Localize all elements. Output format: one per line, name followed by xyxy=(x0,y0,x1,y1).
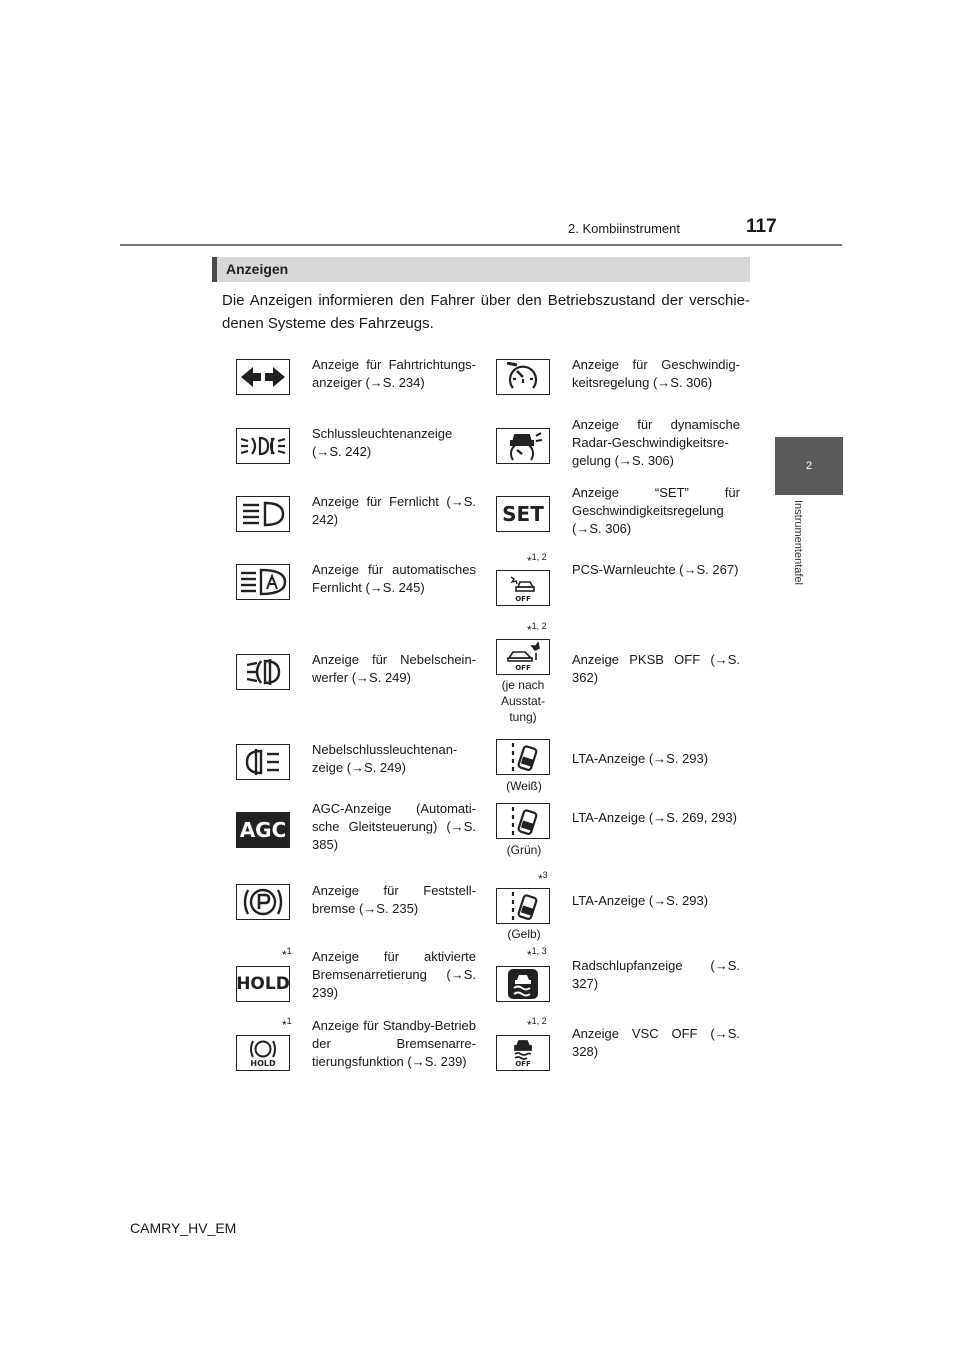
slip-indicator-icon xyxy=(496,966,550,1002)
rear-fog-icon xyxy=(236,744,290,780)
pcs-warning-desc: PCS-Warnleuchte (→S. 267) xyxy=(572,562,739,577)
lta-yellow-desc: LTA-Anzeige (→S. 293) xyxy=(572,893,709,908)
parking-brake-icon xyxy=(236,884,290,920)
slip-footnote-star: *$^{1, 3}$ xyxy=(527,946,547,962)
chapter-title: 2. Kombiinstrument xyxy=(568,221,680,236)
chapter-side-label: Instrumententafel xyxy=(792,500,804,585)
lta-green-icon xyxy=(496,803,550,839)
front-fog-icon xyxy=(236,654,290,690)
lta-white-caption: (Weiß) xyxy=(506,779,542,793)
pksb-footnote-star: *$^{1, 2}$ xyxy=(527,621,547,637)
turn-signal-icon xyxy=(236,359,290,395)
pcs-warning-icon: OFF xyxy=(496,570,550,606)
section-title: Anzeigen xyxy=(226,261,289,277)
chapter-tab: 2 xyxy=(775,437,843,495)
lta-yellow-icon xyxy=(496,888,550,924)
agc-desc: AGC-Anzeige (Automati-sche Gleitsteuerung) (→S. 385) xyxy=(312,801,476,852)
set-desc: Anzeige “SET” für Geschwindigkeitsregelung (→S. 306) xyxy=(572,485,740,536)
auto-high-beam-icon xyxy=(236,564,290,600)
header-divider xyxy=(120,244,842,246)
hold-standby-icon: HOLD xyxy=(236,1035,290,1071)
agc-icon: AGC xyxy=(236,812,290,848)
lta-yellow-footnote-star: *$^3$ xyxy=(538,870,548,886)
document-code: CAMRY_HV_EM xyxy=(130,1220,237,1236)
slip-indicator-desc: Radschlupfanzeige (→S. 327) xyxy=(572,958,740,991)
hold-standby-desc: Anzeige für Standby-Betrieb der Bremsenarre-tierungsfunktion (→S. 239) xyxy=(312,1018,476,1069)
front-fog-desc: Anzeige für Nebelschein-werfer (→S. 249) xyxy=(312,652,476,685)
rear-fog-desc: Nebelschlussleuchtenan-zeige (→S. 249) xyxy=(312,742,458,775)
tail-light-icon xyxy=(236,428,290,464)
pcs-footnote-star: *$^{1, 2}$ xyxy=(527,552,547,568)
high-beam-desc: Anzeige für Fernlicht (→S. 242) xyxy=(312,494,476,527)
vsc-off-desc: Anzeige VSC OFF (→S. 328) xyxy=(572,1026,740,1059)
hold-footnote-star: *$^1$ xyxy=(282,946,292,962)
vsc-off-icon: OFF xyxy=(496,1035,550,1071)
lta-green-desc: LTA-Anzeige (→S. 269, 293) xyxy=(572,810,737,825)
vsc-footnote-star: *$^{1, 2}$ xyxy=(527,1016,547,1032)
section-heading xyxy=(212,257,750,282)
intro-paragraph: Die Anzeigen informieren den Fahrer über den Betriebszustand der verschie-denen Systeme des Fahrzeugs. xyxy=(222,292,750,332)
tail-light-desc: Schlussleuchtenanzeige (→S. 242) xyxy=(312,426,453,459)
pksb-off-icon: OFF xyxy=(496,639,550,675)
pksb-off-desc: Anzeige PKSB OFF (→S. 362) xyxy=(572,652,740,685)
pksb-caption: (je nach Ausstat-tung) xyxy=(500,678,545,724)
lta-green-caption: (Grün) xyxy=(506,843,542,857)
radar-cruise-desc: Anzeige für dynamische Radar-Geschwindigkeitsre-gelung (→S. 306) xyxy=(572,417,740,468)
lta-white-desc: LTA-Anzeige (→S. 293) xyxy=(572,751,709,766)
parking-brake-desc: Anzeige für Feststell-bremse (→S. 235) xyxy=(312,883,476,916)
cruise-control-icon xyxy=(496,359,550,395)
hold-standby-footnote-star: *$^1$ xyxy=(282,1016,292,1032)
high-beam-icon xyxy=(236,496,290,532)
set-icon: SET xyxy=(496,496,550,532)
radar-cruise-icon xyxy=(496,428,550,464)
section-stripe xyxy=(212,257,217,282)
turn-signal-desc: Anzeige für Fahrtrichtungs-anzeiger (→S. 234) xyxy=(312,357,476,390)
page-number: 117 xyxy=(746,216,777,237)
lta-white-icon xyxy=(496,739,550,775)
hold-icon: HOLD xyxy=(236,966,290,1002)
auto-high-beam-desc: Anzeige für automatisches Fernlicht (→S. 245) xyxy=(312,562,476,595)
hold-desc: Anzeige für aktivierte Bremsenarretierung (→S. 239) xyxy=(312,949,476,1000)
lta-yellow-caption: (Gelb) xyxy=(507,927,541,941)
cruise-control-desc: Anzeige für Geschwindig-keitsregelung (→S. 306) xyxy=(572,357,740,390)
